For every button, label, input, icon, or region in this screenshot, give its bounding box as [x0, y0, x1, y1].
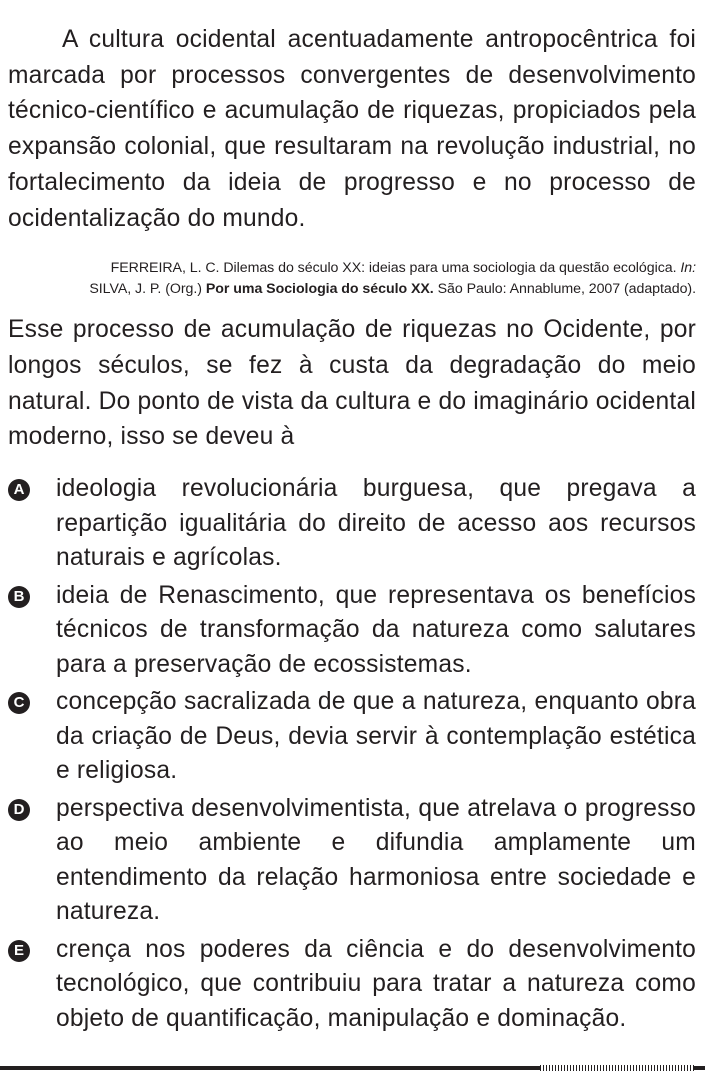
option-a-text: ideologia revolucionária burguesa, que pregava a repartição igualitária do direito de acesso aos recursos naturais e agrícolas. [56, 475, 696, 572]
option-d[interactable] [8, 792, 696, 930]
source-citation [8, 258, 696, 300]
option-e[interactable] [8, 933, 696, 1037]
source-editor: SILVA, J. P. (Org.) [89, 281, 202, 298]
option-d-text: perspectiva desenvolvimentista, que atrelava o progresso ao meio ambiente e difundia amplamente um entendimento da relação harmoniosa entre sociedade e natureza. [56, 794, 696, 926]
source-book-title: Por uma Sociologia do século XX. [205, 281, 434, 298]
bottom-divider-end [694, 1066, 705, 1070]
source-in-label: In: [680, 260, 696, 277]
option-a-badge: A [8, 479, 30, 501]
option-c-text: concepção sacralizada de que a natureza, enquanto obra da criação de Deus, devia servir à contemplação estética e religiosa. [56, 688, 696, 785]
option-c[interactable] [8, 685, 696, 789]
option-c-badge: C [8, 692, 30, 714]
option-b-badge: B [8, 586, 30, 608]
option-b-text: ideia de Renascimento, que representava os benefícios técnicos de transformação da natureza como salutares para a preservação de ecossistemas. [56, 581, 696, 678]
bottom-tick-marks [540, 1065, 696, 1071]
option-e-badge: E [8, 940, 30, 962]
option-a[interactable] [8, 472, 696, 576]
source-publisher: São Paulo: Annablume, 2007 (adaptado). [437, 281, 696, 298]
option-d-badge: D [8, 799, 30, 821]
answer-options [8, 472, 696, 1036]
option-b[interactable] [8, 579, 696, 683]
option-e-text: crença nos poderes da ciência e do desenvolvimento tecnológico, que contribuiu para tratar a natureza como objeto de quantificação, manipulação e dominação. [56, 935, 696, 1032]
question-page [8, 22, 696, 1039]
question-stem: Esse processo de acumulação de riquezas no Ocidente, por longos séculos, se fez à custa da degradação do meio natural. Do ponto de vista da cultura e do imaginário ocidental moderno, isso se deveu à [8, 316, 696, 451]
passage-paragraph: A cultura ocidental acentuadamente antropocêntrica foi marcada por processos convergentes de desenvolvimento técnico-científico e acumulação de riquezas, propiciados pela expansão colonial, que resultaram na revolução industrial, no fortalecimento da ideia de progresso e no processo de ocidentalização do mundo. [8, 26, 696, 232]
source-author-title: FERREIRA, L. C. Dilemas do século XX: ideias para uma sociologia da questão ecológica. [110, 260, 677, 277]
bottom-divider [0, 1066, 540, 1070]
